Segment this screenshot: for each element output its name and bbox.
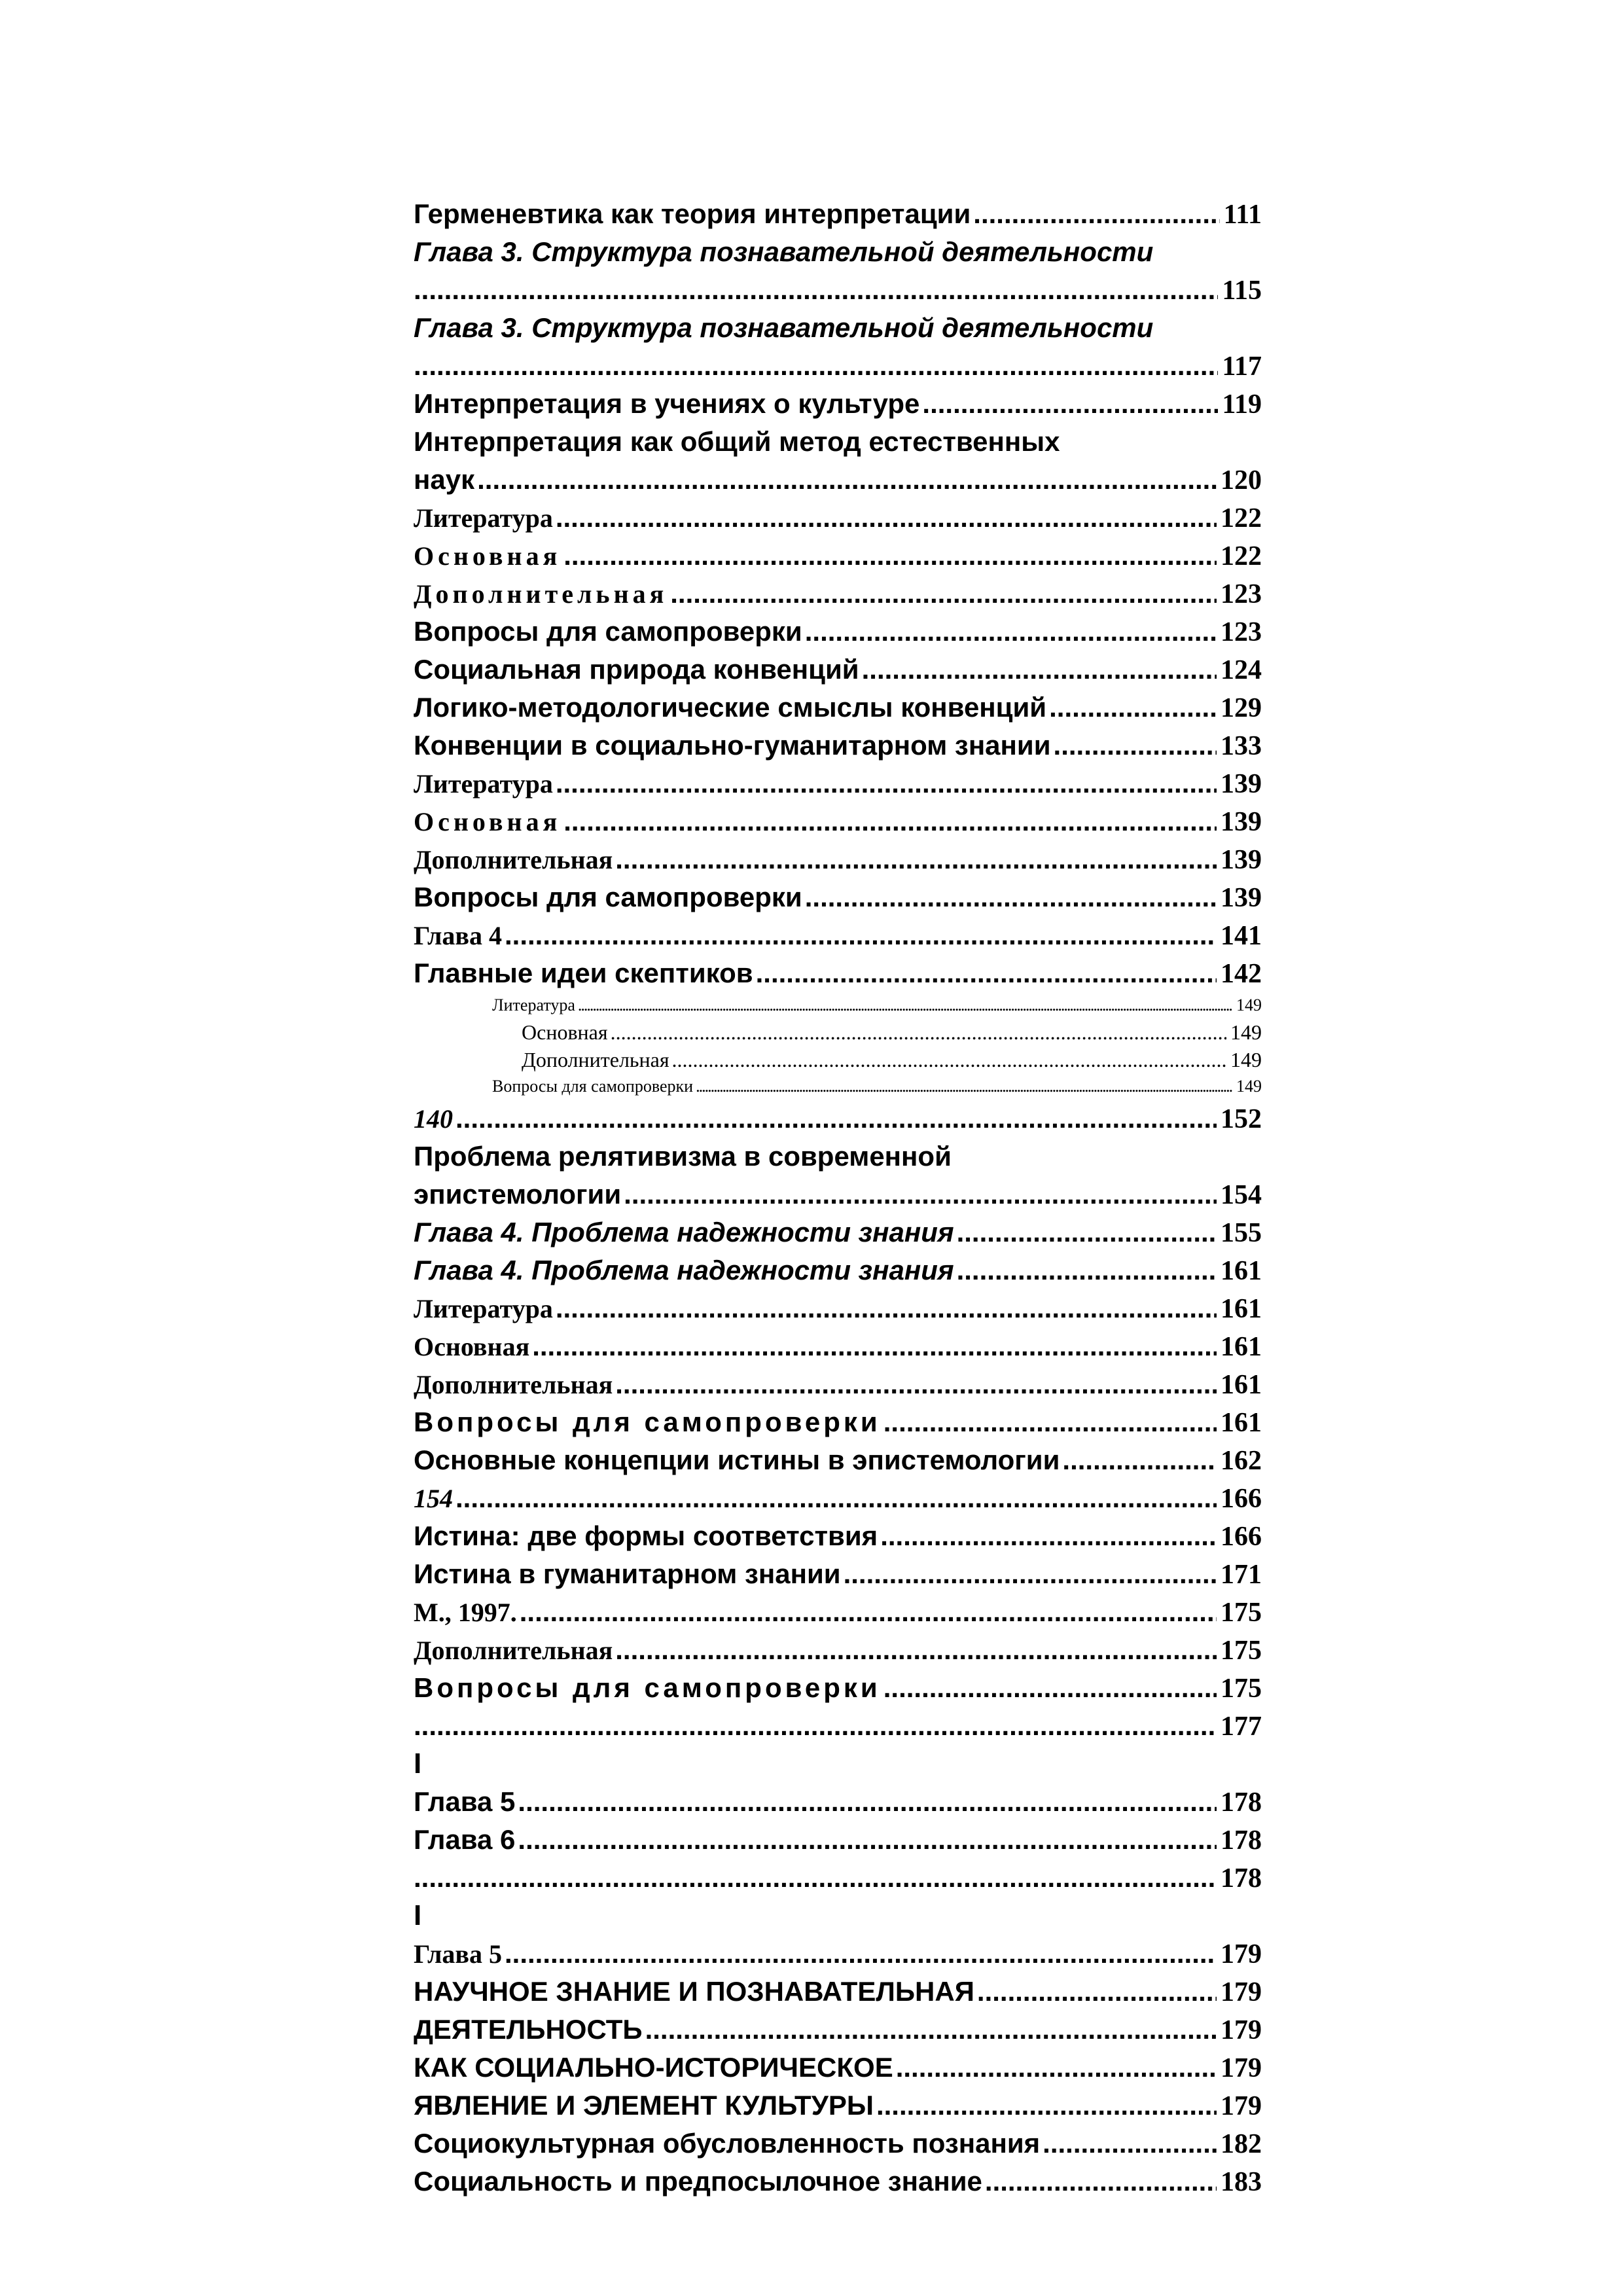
- toc-entry-page-number: 175: [1221, 1636, 1262, 1666]
- toc-dot-leader: [615, 1631, 1217, 1669]
- toc-entry[interactable]: [414, 1783, 1262, 1821]
- toc-entry-page-number: 179: [1221, 2091, 1262, 2121]
- toc-entry-page-number: 120: [1221, 465, 1262, 495]
- toc-dot-leader: [556, 764, 1217, 802]
- toc-entry[interactable]: [414, 2125, 1262, 2162]
- toc-entry-title: Глава 3. Структура познавательной деятельности: [414, 312, 1154, 343]
- toc-entry-title: Основная: [414, 1332, 530, 1361]
- toc-entry[interactable]: [414, 651, 1262, 689]
- toc-dot-leader: [532, 1327, 1217, 1365]
- toc-entry-page-number: 161: [1221, 1256, 1262, 1286]
- toc-entry-page-number: 182: [1221, 2129, 1262, 2159]
- toc-entry-title: Вопросы для самопроверки: [414, 882, 802, 912]
- toc-entry-title: 140: [414, 1104, 453, 1134]
- toc-entry-page-number: 152: [1221, 1104, 1262, 1134]
- toc-entry-page-number: 117: [1222, 351, 1262, 382]
- toc-entry-page-number: 129: [1221, 693, 1262, 723]
- toc-entry-page-number: 149: [1236, 1077, 1262, 1096]
- toc-entry[interactable]: [414, 385, 1262, 423]
- toc-entry-title: Вопросы для самопроверки: [414, 616, 802, 647]
- toc-entry-page-number: 175: [1221, 1674, 1262, 1704]
- toc-entry[interactable]: [414, 1973, 1262, 2011]
- toc-dot-leader: [455, 1479, 1217, 1517]
- toc-dot-leader: [414, 1707, 1217, 1745]
- toc-entry[interactable]: [414, 2011, 1262, 2049]
- toc-entry[interactable]: [414, 2087, 1262, 2125]
- toc-entry-title: Глава 4. Проблема надежности знания: [414, 1217, 954, 1247]
- toc-entry[interactable]: [414, 1138, 1262, 1175]
- toc-entry-title: наук: [414, 464, 475, 495]
- toc-dot-leader: [670, 575, 1217, 613]
- toc-entry[interactable]: [414, 1403, 1262, 1441]
- toc-entry[interactable]: [414, 1175, 1262, 1213]
- toc-entry-title: Социальность и предпосылочное знание: [414, 2166, 982, 2197]
- toc-entry-page-number: 139: [1221, 769, 1262, 799]
- toc-entry-title: Дополнительная: [414, 1636, 613, 1665]
- toc-dot-leader: [957, 1213, 1217, 1251]
- toc-dot-leader: [985, 2162, 1217, 2200]
- toc-entry[interactable]: [414, 1935, 1262, 1973]
- toc-entry[interactable]: [414, 1555, 1262, 1593]
- toc-entry[interactable]: [414, 1821, 1262, 1859]
- toc-entry-page-number: 183: [1221, 2167, 1262, 2197]
- toc-dot-leader: [805, 878, 1217, 916]
- toc-entry-title: Глава 5: [414, 1939, 502, 1969]
- toc-entry-page-number: 133: [1221, 731, 1262, 761]
- toc-entry-page-number: 175: [1221, 1598, 1262, 1628]
- toc-entry-title: 154: [414, 1484, 453, 1513]
- toc-entry[interactable]: [414, 537, 1262, 575]
- toc-entry[interactable]: [414, 499, 1262, 537]
- toc-entry-page-number: 111: [1223, 200, 1262, 230]
- toc-entry-title: Главные идеи скептиков: [414, 958, 753, 988]
- toc-entry-title: Вопросы для самопроверки: [414, 1672, 881, 1703]
- toc-entry-title: Основная: [414, 807, 562, 836]
- toc-dot-leader: [455, 1100, 1217, 1138]
- toc-dot-leader: [672, 1046, 1226, 1073]
- toc-entry-page-number: 122: [1221, 541, 1262, 571]
- toc-entry-title: Социальная природа конвенций: [414, 654, 859, 685]
- toc-entry[interactable]: [414, 1018, 1262, 1046]
- toc-dot-leader: [615, 1365, 1217, 1403]
- toc-entry-title: I: [414, 1899, 422, 1931]
- toc-entry-page-number: 178: [1221, 1825, 1262, 1856]
- toc-entry-page-number: 141: [1221, 921, 1262, 951]
- toc-entry-page-number: 161: [1221, 1370, 1262, 1400]
- toc-dot-leader: [505, 916, 1217, 954]
- toc-dot-leader: [876, 2087, 1217, 2125]
- toc-dot-leader: [1062, 1441, 1217, 1479]
- toc-dot-leader: [520, 1593, 1217, 1631]
- toc-entry-page-number: 149: [1230, 1048, 1262, 1071]
- toc-dot-leader: [1043, 2125, 1217, 2162]
- toc-entry-page-number: 179: [1221, 1939, 1262, 1969]
- toc-entry[interactable]: [414, 1327, 1262, 1365]
- toc-entry[interactable]: [414, 1897, 1262, 1935]
- toc-entry-title: эпистемологии: [414, 1179, 622, 1210]
- toc-entry-title: КАК СОЦИАЛЬНО-ИСТОРИЧЕСКОЕ: [414, 2052, 893, 2083]
- toc-entry-title: Глава 4: [414, 921, 502, 950]
- toc-dot-leader: [556, 1289, 1217, 1327]
- toc-entry-title: Истина в гуманитарном знании: [414, 1558, 841, 1589]
- toc-entry[interactable]: [414, 878, 1262, 916]
- toc-entry-page-number: 178: [1221, 1787, 1262, 1818]
- toc-entry[interactable]: [414, 1046, 1262, 1073]
- toc-dot-leader: [756, 954, 1217, 992]
- toc-dot-leader: [578, 992, 1232, 1018]
- toc-entry-title: ДЕЯТЕЛЬНОСТЬ: [414, 2014, 643, 2045]
- toc-dot-leader: [880, 1517, 1217, 1555]
- toc-dot-leader: [896, 2049, 1217, 2087]
- toc-entry[interactable]: [414, 802, 1262, 840]
- toc-entry-page-number: 139: [1221, 807, 1262, 837]
- toc-entry-page-number: 154: [1221, 1180, 1262, 1210]
- toc-entry[interactable]: [414, 1707, 1262, 1745]
- toc-dot-leader: [563, 802, 1217, 840]
- toc-entry-title: Литература: [492, 996, 575, 1014]
- toc-dot-leader: [883, 1669, 1217, 1707]
- toc-entry-title: Основные концепции истины в эпистемологии: [414, 1444, 1060, 1475]
- toc-dot-leader: [518, 1783, 1217, 1821]
- toc-entry-page-number: 124: [1221, 655, 1262, 685]
- toc-entry[interactable]: [414, 1441, 1262, 1479]
- toc-dot-leader: [518, 1821, 1217, 1859]
- toc-entry-page-number: 177: [1221, 1712, 1262, 1742]
- toc-entry-page-number: 139: [1221, 883, 1262, 913]
- toc-entry-title: Герменевтика как теория интерпретации: [414, 198, 971, 229]
- toc-entry[interactable]: [414, 1745, 1262, 1783]
- toc-dot-leader: [505, 1935, 1217, 1973]
- toc-entry-page-number: 142: [1221, 959, 1262, 989]
- toc-dot-leader: [862, 651, 1217, 689]
- toc-entry[interactable]: [414, 1593, 1262, 1631]
- toc-entry[interactable]: [414, 309, 1262, 347]
- toc-entry[interactable]: [414, 1631, 1262, 1669]
- toc-entry[interactable]: [414, 916, 1262, 954]
- toc-entry[interactable]: [414, 575, 1262, 613]
- toc-entry-page-number: 166: [1221, 1484, 1262, 1514]
- toc-entry[interactable]: [414, 726, 1262, 764]
- toc-entry[interactable]: [414, 1073, 1262, 1100]
- toc-entry-title: Глава 4. Проблема надежности знания: [414, 1255, 954, 1285]
- toc-entry-page-number: 149: [1236, 996, 1262, 1014]
- toc-entry-page-number: 161: [1221, 1332, 1262, 1362]
- toc-entry-title: Проблема релятивизма в современной: [414, 1141, 952, 1172]
- toc-dot-leader: [922, 385, 1218, 423]
- toc-entry-page-number: 149: [1230, 1020, 1262, 1044]
- toc-entry-title: Литература: [414, 769, 553, 798]
- toc-dot-leader: [556, 499, 1217, 537]
- toc-entry[interactable]: [414, 992, 1262, 1018]
- toc-entry-page-number: 115: [1222, 276, 1262, 306]
- toc-dot-leader: [414, 347, 1218, 385]
- toc-entry[interactable]: [414, 1859, 1262, 1897]
- toc-entry[interactable]: [414, 195, 1262, 233]
- toc-entry[interactable]: [414, 461, 1262, 499]
- toc-entry[interactable]: [414, 1517, 1262, 1555]
- toc-dot-leader: [1054, 726, 1217, 764]
- toc-entry[interactable]: [414, 1479, 1262, 1517]
- toc-dot-leader: [477, 461, 1217, 499]
- toc-entry-title: НАУЧНОЕ ЗНАНИЕ И ПОЗНАВАТЕЛЬНАЯ: [414, 1976, 974, 2007]
- toc-entry-title: Литература: [414, 1294, 553, 1323]
- toc-entry-title: Основная: [414, 541, 562, 571]
- toc-entry-page-number: 122: [1221, 503, 1262, 533]
- toc-dot-leader: [805, 613, 1217, 651]
- toc-dot-leader: [645, 2011, 1217, 2049]
- toc-dot-leader: [844, 1555, 1217, 1593]
- toc-entry-title: Глава 3. Структура познавательной деятельности: [414, 236, 1154, 267]
- toc-dot-leader: [883, 1403, 1217, 1441]
- toc-entry[interactable]: [414, 764, 1262, 802]
- toc-dot-leader: [957, 1251, 1217, 1289]
- toc-entry[interactable]: [414, 954, 1262, 992]
- toc-entry-page-number: 178: [1221, 1863, 1262, 1893]
- toc-dot-leader: [563, 537, 1217, 575]
- toc-entry-title: Дополнительная: [414, 1370, 613, 1399]
- toc-entry-title: Дополнительная: [414, 579, 668, 609]
- toc-entry[interactable]: [414, 423, 1262, 461]
- toc-entry-title: Вопросы для самопроверки: [414, 1407, 881, 1437]
- toc-entry-title: ЯВЛЕНИЕ И ЭЛЕМЕНТ КУЛЬТУРЫ: [414, 2090, 874, 2121]
- toc-entry-title: Литература: [414, 503, 553, 533]
- toc-entry[interactable]: [414, 347, 1262, 385]
- toc-entry[interactable]: [414, 1289, 1262, 1327]
- toc-entry[interactable]: [414, 2049, 1262, 2087]
- toc-entry-title: I: [414, 1748, 422, 1780]
- toc-entry-title: Интерпретация как общий метод естественных: [414, 426, 1060, 457]
- toc-entry-page-number: 179: [1221, 2053, 1262, 2083]
- toc-entry-page-number: 119: [1222, 389, 1262, 420]
- toc-entry[interactable]: [414, 271, 1262, 309]
- toc-entry[interactable]: [414, 1365, 1262, 1403]
- toc-entry-title: Конвенции в социально-гуманитарном знании: [414, 730, 1051, 761]
- toc-dot-leader: [977, 1973, 1217, 2011]
- toc-entry-page-number: 123: [1221, 617, 1262, 647]
- table-of-contents: [414, 195, 1262, 2200]
- toc-dot-leader: [414, 271, 1218, 309]
- toc-entry-page-number: 123: [1221, 579, 1262, 609]
- toc-entry[interactable]: [414, 840, 1262, 878]
- toc-dot-leader: [414, 1859, 1217, 1897]
- toc-dot-leader: [624, 1175, 1217, 1213]
- toc-entry-page-number: 161: [1221, 1294, 1262, 1324]
- toc-entry-page-number: 155: [1221, 1218, 1262, 1248]
- toc-entry[interactable]: [414, 1251, 1262, 1289]
- toc-dot-leader: [973, 195, 1219, 233]
- toc-entry-title: Логико-методологические смыслы конвенций: [414, 692, 1047, 723]
- toc-entry-title: Дополнительная: [414, 845, 613, 874]
- toc-entry-page-number: 166: [1221, 1522, 1262, 1552]
- toc-entry-page-number: 179: [1221, 1977, 1262, 2007]
- toc-entry-title: Основная: [522, 1020, 608, 1044]
- toc-entry[interactable]: [414, 689, 1262, 726]
- toc-entry[interactable]: [414, 1100, 1262, 1138]
- toc-entry-page-number: 139: [1221, 845, 1262, 875]
- toc-entry[interactable]: [414, 613, 1262, 651]
- toc-entry-title: Социокультурная обусловленность познания: [414, 2128, 1041, 2159]
- toc-entry-page-number: 171: [1221, 1560, 1262, 1590]
- toc-entry-title: Истина: две формы соответствия: [414, 1520, 878, 1551]
- toc-dot-leader: [1049, 689, 1217, 726]
- toc-entry-title: Дополнительная: [522, 1048, 669, 1071]
- toc-entry-page-number: 179: [1221, 2015, 1262, 2045]
- toc-entry-title: Интерпретация в учениях о культуре: [414, 388, 920, 419]
- toc-dot-leader: [615, 840, 1217, 878]
- toc-entry[interactable]: [414, 233, 1262, 271]
- toc-entry[interactable]: [414, 2162, 1262, 2200]
- toc-entry[interactable]: [414, 1213, 1262, 1251]
- toc-entry-title: Глава 5: [414, 1786, 516, 1817]
- toc-entry-page-number: 161: [1221, 1408, 1262, 1438]
- toc-dot-leader: [696, 1073, 1232, 1100]
- toc-entry-title: М., 1997.: [414, 1598, 517, 1627]
- toc-entry-page-number: 162: [1221, 1446, 1262, 1476]
- toc-entry[interactable]: [414, 1669, 1262, 1707]
- toc-entry-title: Вопросы для самопроверки: [492, 1077, 694, 1096]
- toc-entry-title: Глава 6: [414, 1824, 516, 1855]
- toc-dot-leader: [611, 1018, 1226, 1046]
